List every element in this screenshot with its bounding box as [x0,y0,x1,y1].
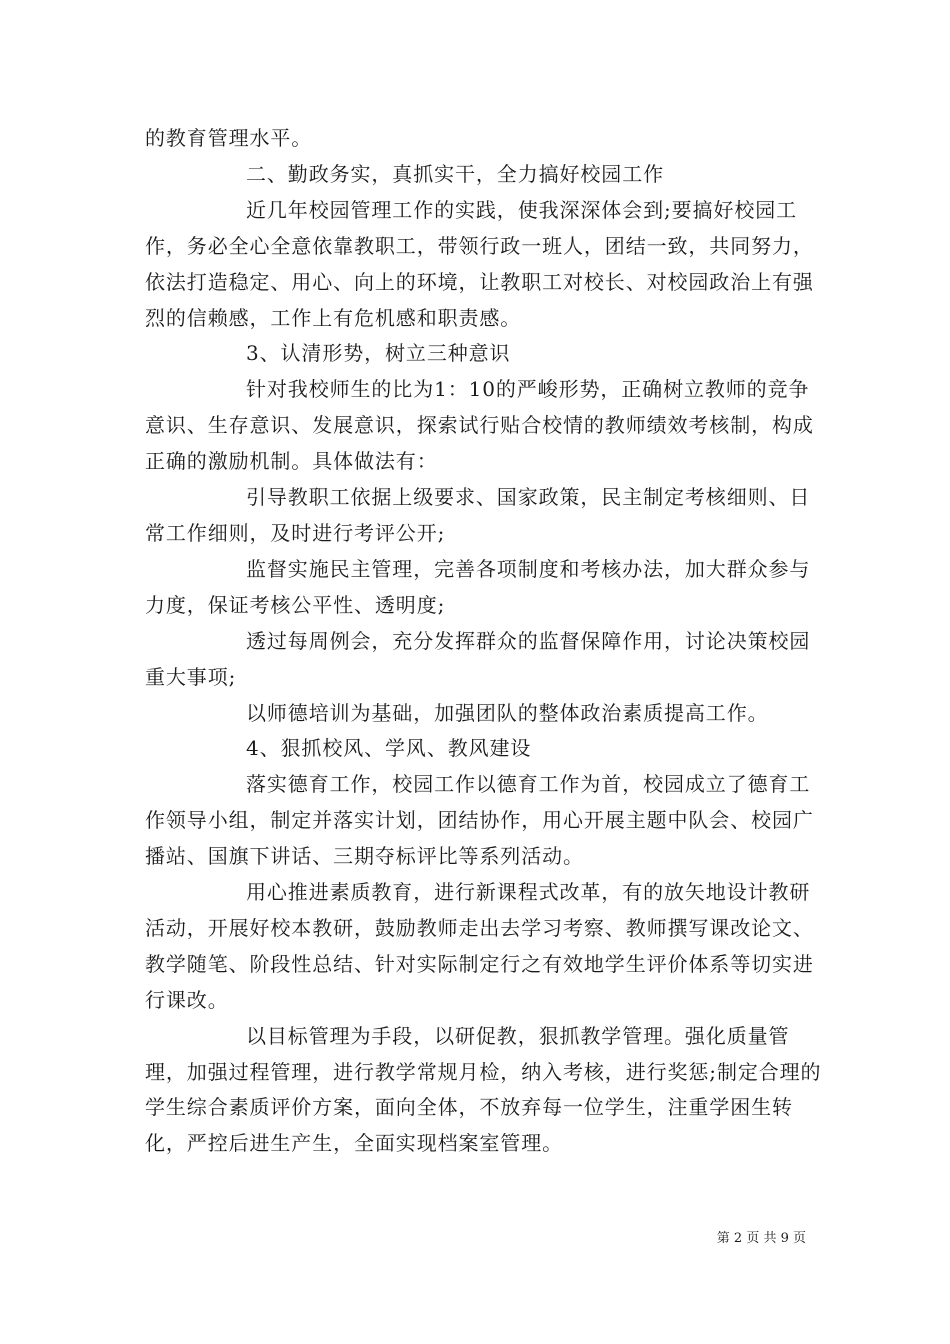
paragraph: 监督实施民主管理，完善各项制度和考核办法，加大群众参与力度，保证考核公平性、透明度; [145,556,811,617]
paragraph: 针对我校师生的比为1：10的严峻形势，正确树立教师的竞争意识、生存意识、发展意识，探索试行贴合校情的教师绩效考核制，构成正确的激励机制。具体做法有： [145,377,814,474]
paragraph: 引导教职工依据上级要求、国家政策，民主制定考核细则、日常工作细则，及时进行考评公开; [145,485,811,545]
paragraph: 透过每周例会，充分发挥群众的监督保障作用，讨论决策校园重大事项; [145,628,811,689]
paragraph: 以师德培训为基础，加强团队的整体政治素质提高工作。 [246,700,769,725]
paragraph: 用心推进素质教育，进行新课程式改革，有的放矢地设计教研活动，开展好校本教研，鼓励教师走出去学习考察、教师撰写课改论文、教学随笔、阶段性总结、针对实际制定行之有效地学生评价体系等切实进行课改。 [145,880,814,1012]
document-body [145,121,825,1162]
paragraph: 落实德育工作，校园工作以德育工作为首，校园成立了德育工作领导小组，制定并落实计划，团结协作，用心开展主题中队会、校园广播站、国旗下讲话、三期夺标评比等系列活动。 [145,772,814,869]
paragraph: 以目标管理为手段，以研促教，狠抓教学管理。强化质量管理，加强过程管理，进行教学常规月检，纳入考核，进行奖惩;制定合理的学生综合素质评价方案，面向全体，不放弃每一位学生，注重学困生转化，严控后进生产生，全面实现档案室管理。 [145,1023,822,1156]
section-heading: 4、狠抓校风、学风、教风建设 [246,736,532,761]
paragraph: 近几年校园管理工作的实践，使我深深体会到;要搞好校园工作，务必全心全意依靠教职工，带领行政一班人，团结一致，共同努力，依法打造稳定、用心、向上的环境，让教职工对校长、对校园政治上有强烈的信赖感，工作上有危机感和职责感。 [145,197,814,330]
section-heading: 二、勤政务实，真抓实干，全力搞好校园工作 [246,161,664,186]
section-heading: 3、认清形势，树立三种意识 [246,341,511,366]
paragraph: 的教育管理水平。 [145,126,313,150]
page-number-footer: 第 2 页 共 9 页 [716,1231,806,1246]
